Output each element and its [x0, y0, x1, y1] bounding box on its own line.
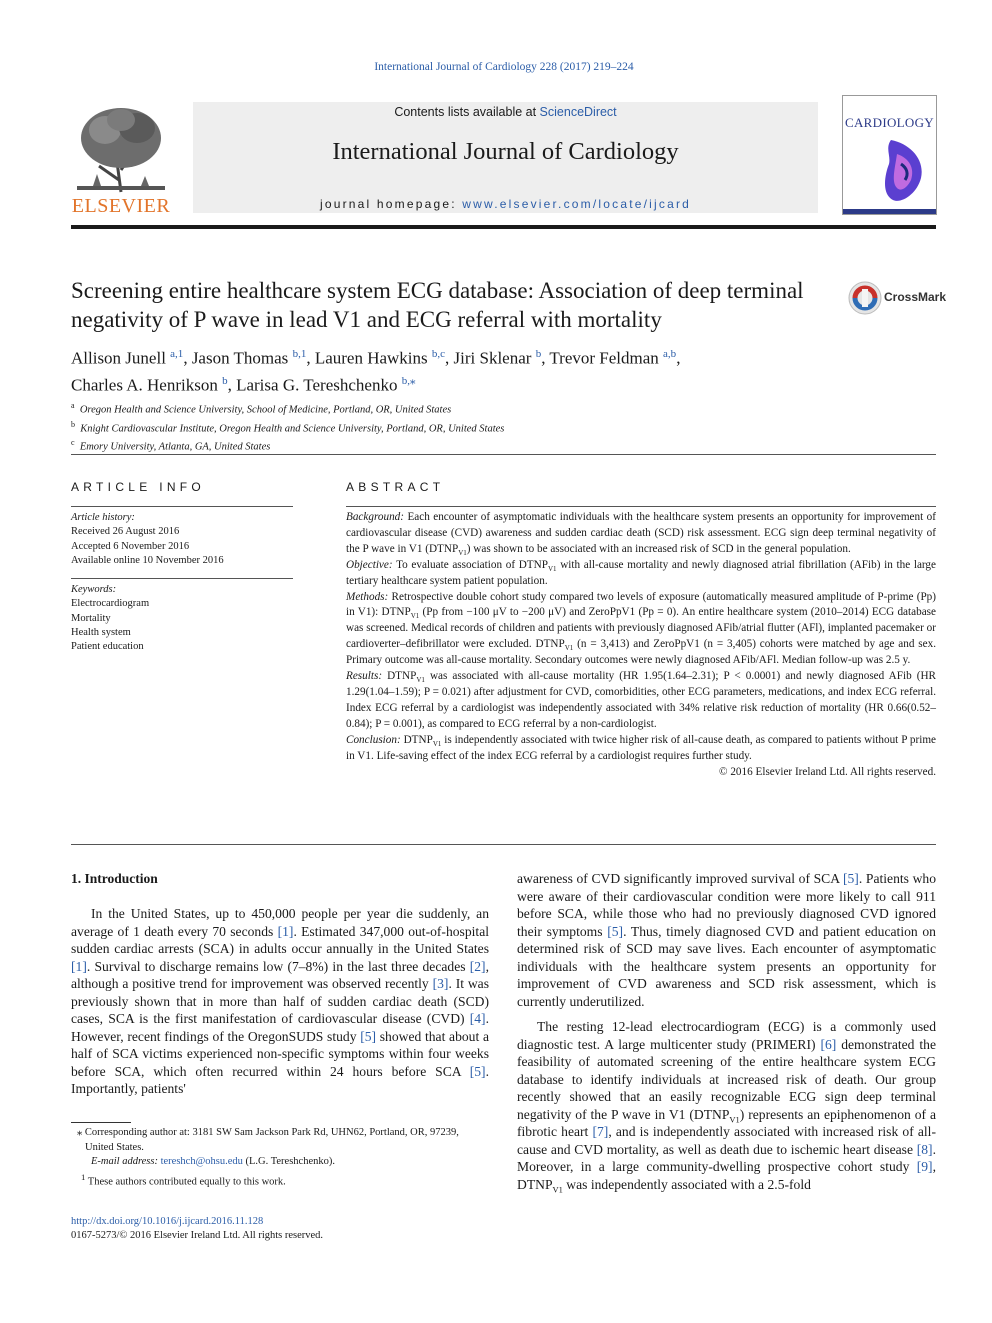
- divider: [71, 578, 293, 579]
- footnote-rule: [71, 1122, 131, 1123]
- issn-copyright: 0167-5273/© 2016 Elsevier Ireland Ltd. All rights reserved.: [71, 1230, 324, 1241]
- journal-title: International Journal of Cardiology: [332, 138, 679, 165]
- divider: [71, 454, 936, 455]
- author-name[interactable]: Jason Thomas: [191, 348, 289, 368]
- keyword: Mortality: [71, 612, 111, 624]
- reference-link[interactable]: [5]: [607, 923, 624, 939]
- crossmark-label[interactable]: CrossMark: [884, 290, 947, 304]
- divider: [346, 506, 936, 507]
- header-rule: [71, 225, 936, 229]
- reference-link[interactable]: [3]: [432, 976, 449, 991]
- journal-cover-thumbnail[interactable]: [842, 95, 937, 215]
- elsevier-wordmark: ELSEVIER: [71, 195, 171, 217]
- keywords: Keywords: Electrocardiogram Mortality Health system Patient education: [71, 583, 293, 654]
- author-affiliation-mark[interactable]: b,1: [292, 348, 307, 360]
- journal-citation-link[interactable]: International Journal of Cardiology 228 (2017) 219–224: [374, 61, 634, 73]
- author-affiliation-mark[interactable]: b: [535, 348, 542, 360]
- author-affiliation-mark[interactable]: b,c: [431, 348, 446, 360]
- abstract-heading: ABSTRACT: [346, 480, 445, 494]
- affiliations: [71, 399, 771, 455]
- article-title: Screening entire healthcare system ECG database: Association of deep terminal negativity of P wave in lead V1 and ECG referral with mortality: [71, 278, 804, 332]
- body-column-left: In the United States, up to 450,000 people per year die suddenly, an average of 1 death every 70 seconds [1]. Estimated 347,000 out-of-hospital sudden cardiac arrests (SCA) in adults occur annually in the United States [1]. Survival to discharge remains low (7–8%) in the last three decades [2], although a positive trend for improvement was observed recently [3]. It was previously shown that in more than half of sudden cardiac death (SCD) cases, SCA is the first manifestation of cardiovascular disease (CVD) [4]. However, recent findings of the OregonSUDS study [5] showed that about a half of SCA victims experienced non-specific symptoms within four weeks before SCA, which often recurred within 24 hours before SCA [5]. Importantly, patients': [71, 906, 489, 1096]
- keyword: Patient education: [71, 641, 144, 653]
- article-history: Article history: Received 26 August 2016 Accepted 6 November 2016 Available online 10 November 2016: [71, 512, 224, 566]
- contents-line: Contents lists available at ScienceDirect: [394, 105, 617, 119]
- article-info-heading: ARTICLE INFO: [71, 480, 206, 494]
- author-name[interactable]: Jiri Sklenar: [453, 348, 532, 368]
- author-name[interactable]: Allison Junell: [71, 348, 166, 368]
- reference-link[interactable]: [5]: [360, 1028, 377, 1044]
- author-list: Allison Junell $^{a,1}$, Jason Thomas $^{b,1}$, Lauren Hawkins $^{b,c}$, Jiri Sklenar $^b$, Trevor Feldman $^{a,b}$, Charles A. Henrikson $^b$, Larisa G. Tereshchenko $^{b,⁎}$: [71, 348, 681, 395]
- divider: [71, 506, 293, 507]
- cover-bar: [843, 209, 936, 214]
- reference-link[interactable]: [9]: [916, 1159, 933, 1174]
- reference-link[interactable]: [1]: [71, 958, 87, 974]
- affiliation: $^c$ Emory University, Atlanta, GA, United States: [71, 438, 271, 453]
- crossmark-icon[interactable]: [847, 280, 883, 316]
- body-column-right: awareness of CVD significantly improved survival of SCA [5]. Patients who were aware of their cardiovascular condition were more likely to call 911 before SCA, while those who had no previously diagnosed CVD ignored their symptoms [5]. Thus, timely diagnosed CVD and patient education on determined risk of SCD may save lives. Each encounter of asymptomatic individuals with the healthcare system presents an opportunity for improvement of CVD awareness and SCD risk assessment, which is currently underutilized. The resting 12-lead electrocardiogram (ECG) is a commonly used diagnostic test. A large multicenter study (PRIMERI) [6] demonstrated the feasibility of automated screening of the entire healthcare system ECG database to identify individuals at increased risk of death. Our group recently showed that an easily recognizable ECG sign deep terminal negativity of the P wave in V1 $(DTNP_{V1})$ represents an epiphenomenon of a fibrotic heart [7], and is independently associated with increased risk of all-cause and CVD mortality, as well as death due to ischemic heart disease [8]. Moreover, in a large community-dwelling prospective cohort study [9], $DTNP_{V1}$ was independently associated with a 2.5-fold: [517, 871, 937, 1195]
- reference-link[interactable]: [7]: [592, 1124, 609, 1139]
- author-name[interactable]: Lauren Hawkins: [314, 348, 428, 368]
- doi-link[interactable]: http://dx.doi.org/10.1016/j.ijcard.2016.11.128: [71, 1216, 264, 1227]
- keyword: Electrocardiogram: [71, 598, 150, 610]
- journal-homepage: journal homepage: www.elsevier.com/locate/ijcard: [319, 197, 692, 211]
- author-affiliation-mark[interactable]: b: [222, 374, 228, 387]
- keyword: Health system: [71, 626, 131, 638]
- reference-link[interactable]: [1]: [277, 923, 294, 939]
- reference-link[interactable]: [5]: [469, 1063, 486, 1079]
- sciencedirect-link[interactable]: ScienceDirect: [539, 105, 617, 119]
- author-affiliation-mark[interactable]: b,⁎: [401, 374, 416, 387]
- reference-link[interactable]: [4]: [469, 1011, 486, 1026]
- cover-title: CARDIOLOGY: [845, 115, 934, 130]
- section-heading: 1. Introduction: [71, 871, 158, 886]
- author-name[interactable]: Trevor Feldman: [549, 348, 659, 368]
- author-affiliation-mark[interactable]: a,1: [170, 348, 184, 360]
- homepage-link[interactable]: www.elsevier.com/locate/ijcard: [462, 197, 692, 211]
- abstract-body: Background: Each encounter of asymptomatic individuals with the healthcare system presents an opportunity for improvement of cardiovascular disease (CVD) awareness and sudden cardiac death (SCD) risk assessment. ECG sign deep terminal negativity of the P wave in V1 $(DTNP_{V1})$ was shown to be associated with an increased risk of SCD in the general population. Objective: To evaluate association of $DTNP_{V1}$ with all-cause mortality and newly diagnosed atrial fibrillation (AFib) in the large tertiary healthcare system patient population. Methods: Retrospective double cohort study compared two levels of exposure (automatically measured amplitude of P-prime (Pp) in V1): $DTNP_{V1}$ (Pp from −100 μV to −200 μV) and ZeroPpV1 (Pp = 0). An entire healthcare system (2010–2014) ECG database was screened. Medical records of children and patients with previously diagnosed AFib/atrial flutter (AFl), implanted pacemaker or cardioverter–defibrillator were excluded. $DTNP_{V1}$ (n = 3,413) and ZeroPpV1 (n = 3,405) cohorts were matched by age and sex. Primary outcome was all-cause mortality. Secondary outcomes were newly diagnosed AFib/AFl. Median follow-up was 2.5 y. Results: $DTNP_{V1}$ was associated with all-cause mortality (HR 1.95(1.64–2.31); P < 0.0001) and newly diagnosed AFib (HR 1.29(1.04–1.59); P = 0.021) after adjustment for CVD, comorbidities, other ECG parameters, medications, and index ECG referral. Index ECG referral by a cardiologist was independently associated with 34% relative risk reduction of mortality (HR 0.66(0.52–0.84); P = 0.001), as compared to ECG referral by a non-cardiologist. Conclusion: $DTNP_{V1}$ is independently associated with twice higher risk of all-cause death, as compared to patients without P prime in V1. Life-saving effect of the index ECG referral by a cardiologist requires further study. © 2016 Elsevier Ireland Ltd. All rights reserved.: [346, 510, 936, 780]
- cover-heart-illustration: [871, 134, 931, 206]
- author-name[interactable]: Larisa G. Tereshchenko: [236, 375, 398, 395]
- reference-link[interactable]: [2]: [469, 958, 486, 974]
- reference-link[interactable]: [8]: [916, 1141, 933, 1157]
- footnotes: ⁎ Corresponding author at: 3181 SW Sam Jackson Park Rd, UHN62, Portland, OR, 97239, United States. E-mail address: tereshch@ohsu.edu (L.G. Tereshchenko). $^1$ These authors contributed equally to this work.: [77, 1127, 459, 1187]
- affiliation: $^b$ Knight Cardiovascular Institute, Oregon Health and Science University, Portland, OR, United States: [71, 419, 505, 434]
- affiliation: $^a$ Oregon Health and Science University, School of Medicine, Portland, OR, United States: [71, 401, 452, 416]
- author-name[interactable]: Charles A. Henrikson: [71, 375, 218, 395]
- reference-link[interactable]: [5]: [842, 871, 859, 886]
- email-link[interactable]: tereshch@ohsu.edu: [160, 1156, 243, 1167]
- copyright: © 2016 Elsevier Ireland Ltd. All rights reserved.: [719, 765, 936, 778]
- author-affiliation-mark[interactable]: a,b: [663, 348, 677, 360]
- divider: [71, 844, 936, 845]
- reference-link[interactable]: [6]: [820, 1036, 837, 1052]
